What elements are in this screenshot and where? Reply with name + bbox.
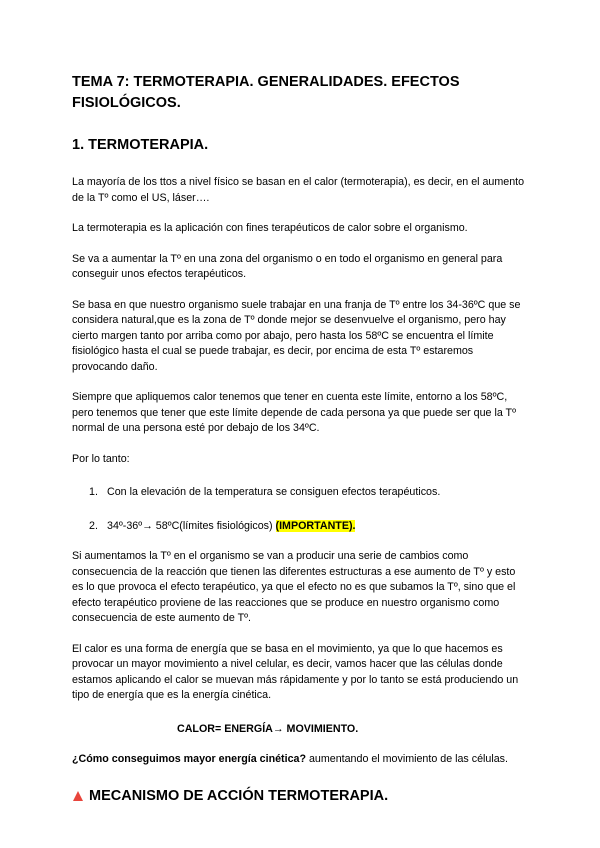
question-line: [72, 752, 528, 768]
paragraph-8: El calor es una forma de energía que se basa en el movimiento, ya que lo que hacemos es provocar un mayor movimiento a nivel celular, es decir, vamos hacer que las células donde estamos aplicando el calor se muevan más rápidamente y por lo tanto se está produciendo un tipo de energía que es la energía cinética.: [72, 642, 519, 701]
paragraph-1: La mayoría de los ttos a nivel físico se basan en el calor (termoterapia), es decir, en el aumento de la Tº como el US, láser….: [72, 176, 525, 204]
paragraph-7: Si aumentamos la Tº en el organismo se van a producir una serie de cambios como consecuencia de la reacción que tienen las diferentes estructuras a ese aumento de Tº y esto es lo que provoca el efecto terapéutico, ya que el efecto no es que subamos la Tº, sino que el efecto terapéutico proviene de las reacciones que se produce en nuestro organismo como consecuencia de este aumento de Tº.: [72, 550, 516, 624]
list-item-text: Con la elevación de la temperatura se consiguen efectos terapéuticos.: [107, 486, 441, 498]
question-bold: ¿Cómo conseguimos mayor energía cinética?: [72, 753, 306, 765]
paragraph-5: Siempre que apliquemos calor tenemos que tener en cuenta este límite, entorno a los 58ºC, pero tenemos que tener que este límite depende de cada persona ya que puede ser que la Tº normal de una persona esté por debajo de los 34ºC.: [72, 391, 516, 434]
mechanism-heading-text: MECANISMO DE ACCIÓN TERMOTERAPIA.: [89, 787, 389, 804]
document-page: [72, 72, 528, 806]
list-item-number: 1.: [89, 486, 98, 498]
document-title: TEMA 7: TERMOTERAPIA. GENERALIDADES. EFECTOS FISIOLÓGICOS.: [72, 74, 460, 111]
warning-triangle-icon: [72, 790, 84, 802]
list-item-number: 2.: [89, 519, 98, 532]
list-item: [72, 519, 528, 535]
paragraph-4: Se basa en que nuestro organismo suele trabajar en una franja de Tº entre los 34-36ºC que se considera natural,que es la zona de Tº donde mejor se desenvuelve el organismo, pero hay cierto margen tanto por arriba como por abajo, pero hasta los 58ºC se encuentra el límite fisiológico hasta el cual se puede trabajar, es decir, por encima de esta Tº estaremos provocando daño.: [72, 298, 521, 373]
paragraph-6: Por lo tanto:: [72, 452, 130, 465]
section-heading-termoterapia: 1. TERMOTERAPIA.: [72, 137, 209, 153]
list-item-text: 34º-36º→ 58ºC(límites fisiológicos): [107, 519, 276, 532]
numbered-list: [72, 485, 528, 534]
important-highlight: (IMPORTANTE).: [275, 519, 356, 532]
mechanism-heading: [72, 786, 528, 806]
list-item: [72, 485, 528, 501]
paragraph-3: Se va a aumentar la Tº en una zona del organismo o en todo el organismo en general para conseguir unos efectos terapéuticos.: [72, 252, 503, 280]
formula-line: CALOR= ENERGÍA→ MOVIMIENTO.: [177, 722, 359, 735]
paragraph-2: La termoterapia es la aplicación con fines terapéuticos de calor sobre el organismo.: [72, 222, 468, 234]
question-answer: aumentando el movimiento de las células.: [306, 753, 508, 765]
